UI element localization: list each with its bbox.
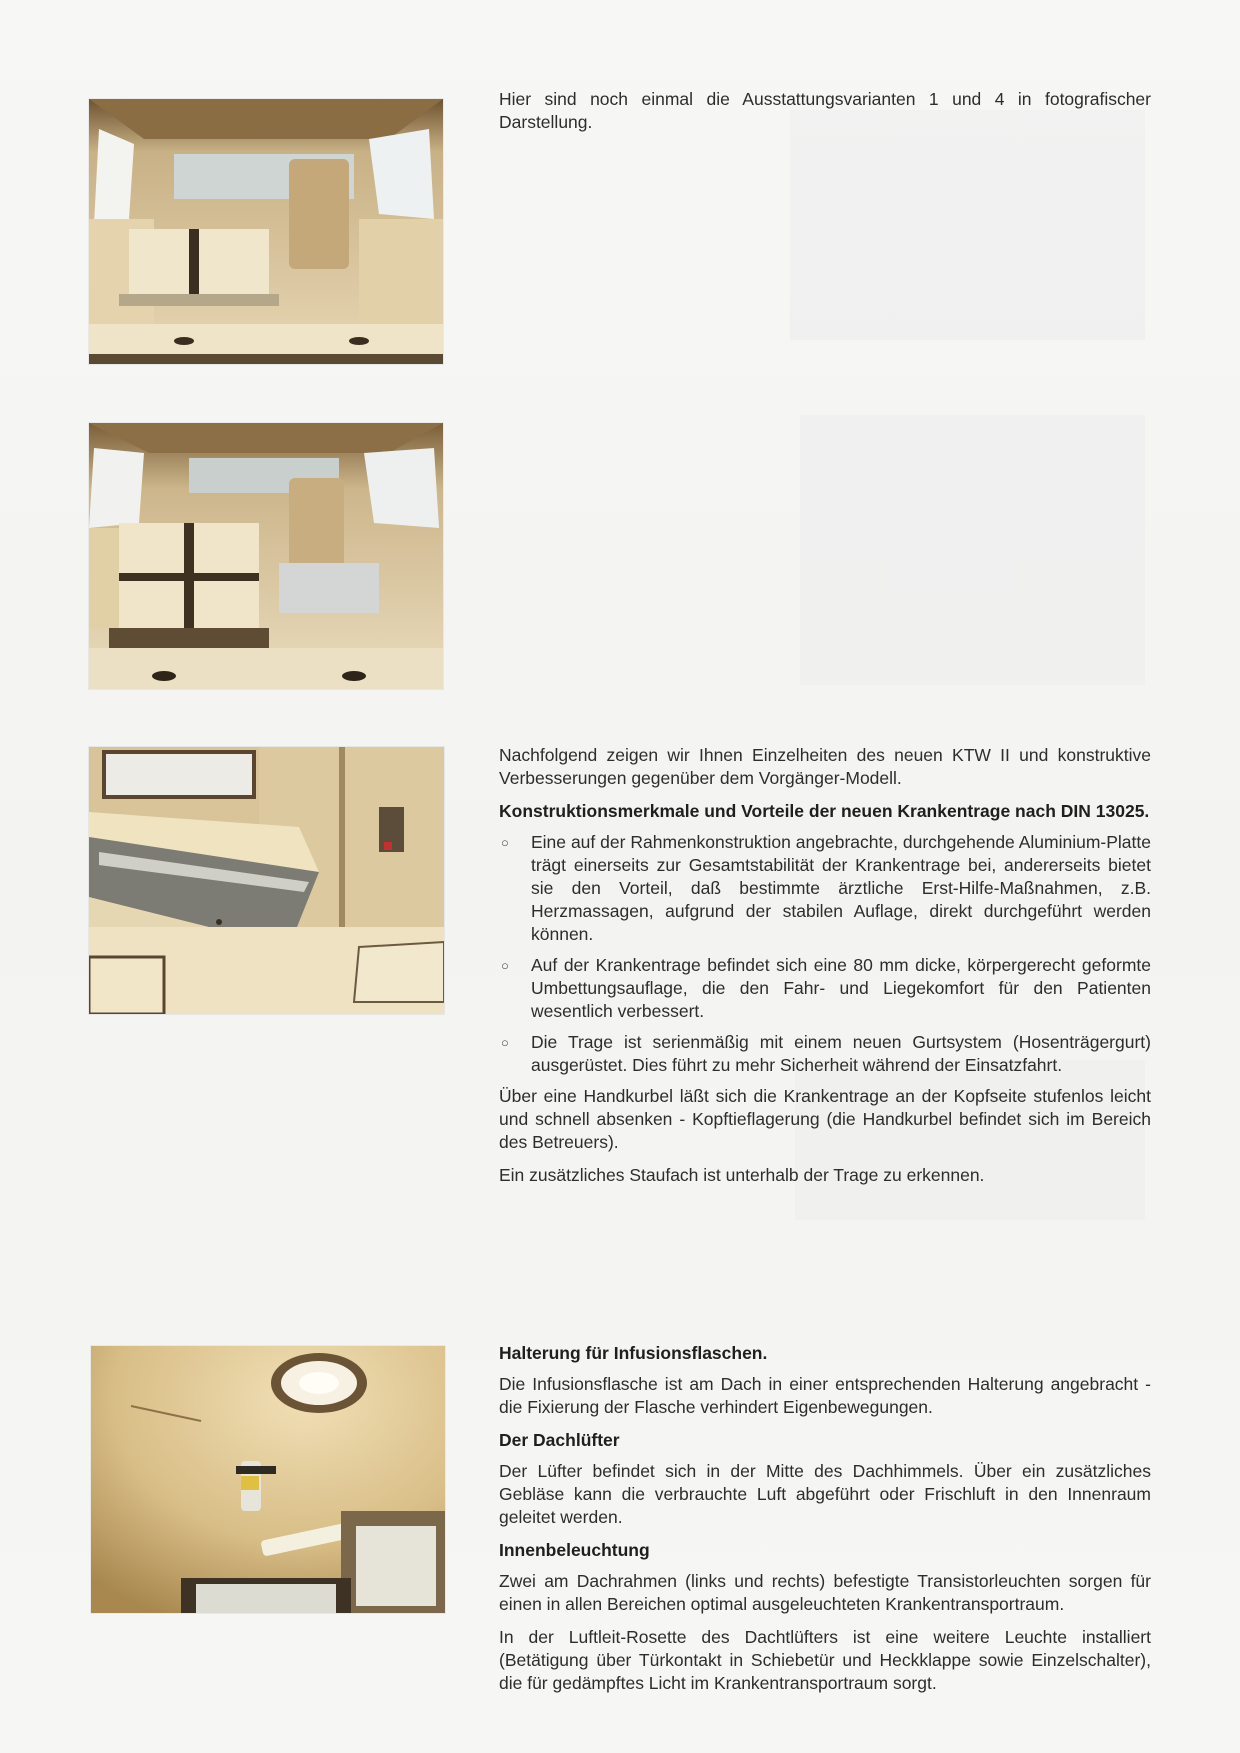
bullet-circle-icon: ○ [501,835,509,850]
handcrank-paragraph: Über eine Handkurbel läßt sich die Krankentrage an der Kopfseite stufenlos leicht und schnell absenken - Kopftieflagerung (die Handkurbel befindet sich im Bereich des Betreuers). [499,1086,1151,1152]
infusion-holder-paragraph: Die Infusionsflasche ist am Dach in einer entsprechenden Halterung angebracht - die Fixierung der Flasche verhindert Eigenbewegungen. [499,1374,1151,1417]
bullet-circle-icon: ○ [501,958,509,973]
ceiling-text-block [499,1342,1151,1705]
list-item-text: Eine auf der Rahmenkonstruktion angebrachte, durchgehende Aluminium-Platte trägt einerseits zur Gesamtstabilität der Krankentrage bei, andererseits bietet sie den Vorteil, daß bestimmte ärztliche Erst-Hilfe-Maßnahmen, z.B. Herzmassagen, aufgrund der stabilen Auflage, direkt durchgeführt werden können. [531,832,1151,944]
storage-paragraph: Ein zusätzliches Staufach ist unterhalb der Trage zu erkennen. [499,1165,985,1185]
stretcher-feature-list [499,831,1151,1077]
stretcher-heading: Konstruktionsmerkmale und Vorteile der neuen Krankentrage nach DIN 13025. [499,801,1150,821]
photo-ceiling-infusion-holder [91,1346,445,1613]
stretcher-text-block [499,744,1151,1197]
list-item-text: Auf der Krankentrage befindet sich eine 80 mm dicke, körpergerecht geformte Umbettungsauflage, die den Fahr- und Liegekomfort für den Patienten wesentlich verbessert. [531,955,1151,1021]
list-item [499,1031,1151,1077]
photo-interior-variant-1 [89,99,443,364]
infusion-holder-heading: Halterung für Infusionsflaschen. [499,1343,768,1363]
intro-text-block [499,88,1151,144]
roof-ventilator-paragraph: Der Lüfter befindet sich in der Mitte des Dachhimmels. Über ein zusätzliches Gebläse kann die verbrauchte Luft abgeführt oder Frischluft in den Innenraum geleitet werden. [499,1461,1151,1527]
show-through-panel [800,415,1145,685]
list-item [499,954,1151,1023]
intro-paragraph: Hier sind noch einmal die Ausstattungsvarianten 1 und 4 in fotografischer Darstellung. [499,89,1151,132]
list-item-text: Die Trage ist serienmäßig mit einem neuen Gurtsystem (Hosenträgergurt) ausgerüstet. Dies führt zu mehr Sicherheit während der Einsatzfahrt. [531,1032,1151,1075]
stretcher-intro-paragraph: Nachfolgend zeigen wir Ihnen Einzelheiten des neuen KTW II und konstruktive Verbesserungen gegenüber dem Vorgänger-Modell. [499,745,1151,788]
rosette-light-paragraph: In der Luftleit-Rosette des Dachtlüfters ist eine weitere Leuchte installiert (Betätigung über Türkontakt in Schiebetür und Heckklappe sowie Einzelschalter), die für gedämpftes Licht im Krankentransportraum sorgt. [499,1627,1151,1693]
interior-lighting-paragraph: Zwei am Dachrahmen (links und rechts) befestigte Transistorleuchten sorgen für einen in allen Bereichen optimal ausgeleuchteten Krankentransportraum. [499,1571,1151,1614]
list-item [499,831,1151,946]
bullet-circle-icon: ○ [501,1035,509,1050]
show-through-panel [790,110,1145,340]
photo-stretcher-detail [89,747,444,1014]
interior-lighting-heading: Innenbeleuchtung [499,1540,650,1560]
photo-interior-variant-4 [89,423,443,689]
roof-ventilator-heading: Der Dachlüfter [499,1430,620,1450]
